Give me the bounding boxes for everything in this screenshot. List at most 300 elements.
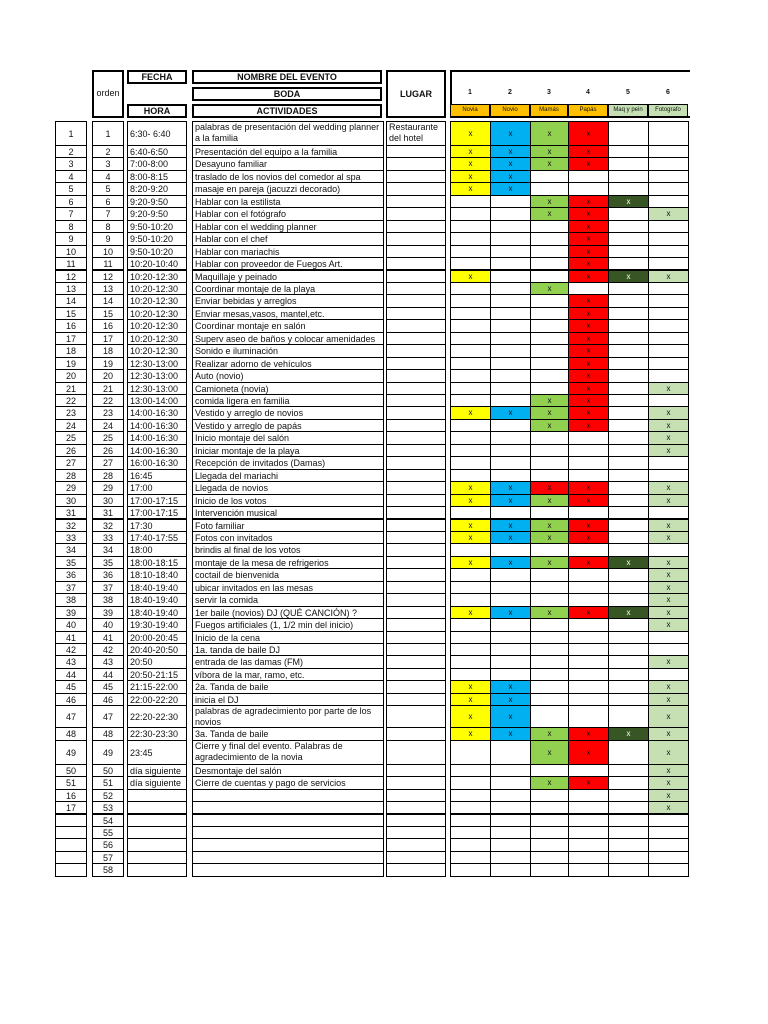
participant-mark-3 — [530, 332, 569, 345]
participant-mark-2 — [490, 319, 531, 332]
row-place — [386, 394, 446, 407]
participant-mark-6: x — [648, 727, 689, 740]
participant-name-4: Papás — [568, 104, 608, 117]
participant-mark-3 — [530, 693, 569, 706]
row-time: 14:00-16:30 — [127, 444, 187, 457]
row-time — [127, 801, 187, 814]
row-time: 16:00-16:30 — [127, 456, 187, 469]
participant-mark-1 — [450, 789, 491, 802]
participant-mark-2 — [490, 863, 531, 876]
row-activity: montaje de la mesa de refrigerios — [192, 556, 384, 569]
participant-mark-6 — [648, 170, 689, 183]
row-place — [386, 618, 446, 631]
row-place — [386, 727, 446, 740]
participant-mark-5: x — [608, 556, 649, 569]
row-index-left: 13 — [55, 282, 87, 295]
row-order: 3 — [92, 157, 124, 170]
participant-mark-5 — [608, 332, 649, 345]
participant-mark-3 — [530, 764, 569, 777]
participant-mark-1: x — [450, 705, 491, 728]
row-activity: 2a. Tanda de baile — [192, 680, 384, 693]
row-place — [386, 494, 446, 507]
row-activity: Vestido y arreglo de papás — [192, 419, 384, 432]
row-time: 17:00-17:15 — [127, 506, 187, 519]
row-index-left: 16 — [55, 319, 87, 332]
row-index-left — [55, 838, 87, 851]
participant-mark-5 — [608, 481, 649, 494]
participant-mark-1 — [450, 282, 491, 295]
participant-mark-4: x — [568, 556, 609, 569]
participant-name-2: Novio — [490, 104, 530, 117]
participant-mark-2 — [490, 764, 531, 777]
row-index-left: 20 — [55, 369, 87, 382]
row-time: 23:45 — [127, 740, 187, 765]
row-order: 10 — [92, 245, 124, 258]
participant-mark-6 — [648, 469, 689, 482]
row-activity: Hablar con el wedding planner — [192, 220, 384, 233]
row-order: 11 — [92, 257, 124, 270]
participant-mark-2 — [490, 655, 531, 668]
participant-mark-3: x — [530, 282, 569, 295]
participant-mark-3 — [530, 814, 569, 827]
participant-mark-6 — [648, 232, 689, 245]
row-activity: traslado de los novios del comedor al spa — [192, 170, 384, 183]
participant-mark-3 — [530, 319, 569, 332]
row-activity: Hablar con el chef — [192, 232, 384, 245]
participant-mark-4 — [568, 680, 609, 693]
participant-mark-2 — [490, 469, 531, 482]
row-place — [386, 182, 446, 195]
row-index-left: 6 — [55, 195, 87, 208]
participant-mark-4: x — [568, 332, 609, 345]
row-place — [386, 332, 446, 345]
participant-mark-6 — [648, 838, 689, 851]
participant-mark-3 — [530, 593, 569, 606]
participant-mark-1: x — [450, 606, 491, 619]
row-place — [386, 207, 446, 220]
participant-mark-2 — [490, 245, 531, 258]
participant-mark-1 — [450, 245, 491, 258]
participant-mark-6 — [648, 668, 689, 681]
row-index-left: 38 — [55, 593, 87, 606]
row-order: 58 — [92, 863, 124, 876]
row-place — [386, 789, 446, 802]
participant-mark-6 — [648, 357, 689, 370]
participant-mark-5 — [608, 693, 649, 706]
participant-mark-2 — [490, 618, 531, 631]
participant-mark-4: x — [568, 245, 609, 258]
row-activity: ubicar invitados en las mesas — [192, 581, 384, 594]
participant-mark-6: x — [648, 789, 689, 802]
participant-mark-4 — [568, 851, 609, 864]
row-order: 20 — [92, 369, 124, 382]
row-activity: Vestido y arreglo de novios — [192, 406, 384, 419]
row-index-left: 9 — [55, 232, 87, 245]
participant-mark-4: x — [568, 157, 609, 170]
participant-mark-5 — [608, 776, 649, 789]
row-place — [386, 469, 446, 482]
row-time: 21:15-22:00 — [127, 680, 187, 693]
participant-mark-5 — [608, 851, 649, 864]
participant-mark-5 — [608, 519, 649, 532]
row-time: 9:50-10:20 — [127, 220, 187, 233]
participant-mark-6: x — [648, 581, 689, 594]
row-activity: inicia el DJ — [192, 693, 384, 706]
participant-mark-4 — [568, 543, 609, 556]
participant-mark-4: x — [568, 220, 609, 233]
row-activity: Enviar mesas,vasos, mantel,etc. — [192, 307, 384, 320]
row-place — [386, 406, 446, 419]
participant-mark-4 — [568, 568, 609, 581]
participant-mark-4 — [568, 170, 609, 183]
row-activity: masaje en pareja (jacuzzi decorado) — [192, 182, 384, 195]
participant-mark-6: x — [648, 494, 689, 507]
participant-mark-5 — [608, 207, 649, 220]
row-index-left: 46 — [55, 693, 87, 706]
participant-mark-6 — [648, 145, 689, 158]
participant-mark-3 — [530, 369, 569, 382]
participant-mark-6: x — [648, 801, 689, 814]
participant-mark-4 — [568, 182, 609, 195]
participant-mark-2 — [490, 220, 531, 233]
participant-mark-3 — [530, 838, 569, 851]
participant-mark-2: x — [490, 170, 531, 183]
participant-mark-4: x — [568, 369, 609, 382]
participant-mark-3 — [530, 506, 569, 519]
participant-mark-5 — [608, 121, 649, 146]
participant-mark-1 — [450, 394, 491, 407]
participant-mark-2: x — [490, 145, 531, 158]
row-place — [386, 543, 446, 556]
row-time: 20:00-20:45 — [127, 631, 187, 644]
participant-mark-4: x — [568, 270, 609, 283]
row-index-left: 44 — [55, 668, 87, 681]
participant-mark-6 — [648, 294, 689, 307]
row-order: 56 — [92, 838, 124, 851]
participant-mark-4: x — [568, 319, 609, 332]
row-place — [386, 581, 446, 594]
row-time: 8:20-9:20 — [127, 182, 187, 195]
participant-mark-5 — [608, 655, 649, 668]
participant-mark-4 — [568, 705, 609, 728]
row-activity: entrada de las damas (FM) — [192, 655, 384, 668]
participant-name-1: Novia — [450, 104, 490, 117]
participant-mark-6 — [648, 332, 689, 345]
participant-mark-3 — [530, 568, 569, 581]
participant-mark-2: x — [490, 481, 531, 494]
participant-mark-4: x — [568, 257, 609, 270]
participant-mark-4 — [568, 826, 609, 839]
participant-mark-1 — [450, 294, 491, 307]
participant-mark-6 — [648, 814, 689, 827]
row-place — [386, 294, 446, 307]
row-index-left — [55, 814, 87, 827]
row-order: 30 — [92, 494, 124, 507]
participant-mark-3: x — [530, 394, 569, 407]
participant-number-5: 5 — [626, 89, 630, 96]
participant-mark-6: x — [648, 207, 689, 220]
participant-mark-6: x — [648, 568, 689, 581]
participant-mark-6 — [648, 282, 689, 295]
participant-mark-5 — [608, 444, 649, 457]
participant-mark-2 — [490, 543, 531, 556]
row-index-left: 14 — [55, 294, 87, 307]
participant-mark-1 — [450, 581, 491, 594]
participant-mark-3 — [530, 232, 569, 245]
participant-mark-2 — [490, 789, 531, 802]
participant-number-1: 1 — [468, 89, 472, 96]
row-index-left: 10 — [55, 245, 87, 258]
row-index-left: 51 — [55, 776, 87, 789]
participant-mark-1 — [450, 444, 491, 457]
participant-mark-4 — [568, 655, 609, 668]
participant-mark-6 — [648, 257, 689, 270]
participant-mark-3 — [530, 170, 569, 183]
row-place — [386, 257, 446, 270]
row-activity: 1a. tanda de baile DJ — [192, 643, 384, 656]
row-time: 18:40-19:40 — [127, 581, 187, 594]
row-index-left: 8 — [55, 220, 87, 233]
row-time: día siguiente — [127, 764, 187, 777]
participant-mark-1 — [450, 814, 491, 827]
participant-mark-5 — [608, 801, 649, 814]
participant-mark-1 — [450, 195, 491, 208]
row-time — [127, 851, 187, 864]
participant-mark-3 — [530, 182, 569, 195]
row-index-left: 21 — [55, 382, 87, 395]
row-order: 44 — [92, 668, 124, 681]
row-time: 19:30-19:40 — [127, 618, 187, 631]
participant-mark-3: x — [530, 556, 569, 569]
participant-mark-4: x — [568, 382, 609, 395]
row-place — [386, 643, 446, 656]
row-activity: Hablar con el fotógrafo — [192, 207, 384, 220]
row-order: 21 — [92, 382, 124, 395]
row-time: 13:00-14:00 — [127, 394, 187, 407]
row-place — [386, 232, 446, 245]
row-order: 8 — [92, 220, 124, 233]
participant-mark-6: x — [648, 419, 689, 432]
participant-mark-2 — [490, 801, 531, 814]
participant-mark-1 — [450, 668, 491, 681]
participant-mark-2 — [490, 332, 531, 345]
participant-mark-6: x — [648, 693, 689, 706]
row-place — [386, 740, 446, 765]
row-index-left: 12 — [55, 270, 87, 283]
participant-mark-6 — [648, 220, 689, 233]
participant-mark-1 — [450, 618, 491, 631]
participant-mark-2 — [490, 195, 531, 208]
participant-mark-1: x — [450, 145, 491, 158]
participant-mark-4 — [568, 444, 609, 457]
row-index-left: 32 — [55, 519, 87, 532]
participant-mark-2: x — [490, 727, 531, 740]
participant-mark-3: x — [530, 776, 569, 789]
row-activity: víbora de la mar, ramo, etc. — [192, 668, 384, 681]
participant-mark-2 — [490, 643, 531, 656]
row-index-left: 28 — [55, 469, 87, 482]
row-activity: Cierre y final del evento. Palabras de agradecimiento de la novia — [192, 740, 384, 765]
participant-mark-2 — [490, 740, 531, 765]
participant-mark-5 — [608, 618, 649, 631]
row-order: 54 — [92, 814, 124, 827]
row-time — [127, 814, 187, 827]
row-time: 14:00-16:30 — [127, 419, 187, 432]
participant-mark-3: x — [530, 531, 569, 544]
participant-mark-4: x — [568, 740, 609, 765]
participant-mark-4: x — [568, 394, 609, 407]
row-activity: Llegada del mariachi — [192, 469, 384, 482]
participant-mark-1: x — [450, 170, 491, 183]
row-activity: Iniciar montaje de la playa — [192, 444, 384, 457]
row-index-left: 16 — [55, 789, 87, 802]
row-time: 12:30-13:00 — [127, 357, 187, 370]
participant-mark-4 — [568, 506, 609, 519]
row-order: 29 — [92, 481, 124, 494]
row-place — [386, 556, 446, 569]
participant-mark-6: x — [648, 606, 689, 619]
row-index-left — [55, 851, 87, 864]
row-index-left: 1 — [55, 121, 87, 146]
row-place — [386, 270, 446, 283]
participant-mark-6: x — [648, 593, 689, 606]
participant-mark-2: x — [490, 406, 531, 419]
row-activity: Intervención musical — [192, 506, 384, 519]
row-activity: Fotos con invitados — [192, 531, 384, 544]
row-order: 45 — [92, 680, 124, 693]
row-activity: Hablar con mariachis — [192, 245, 384, 258]
participant-mark-4: x — [568, 776, 609, 789]
participant-mark-1 — [450, 357, 491, 370]
participant-mark-1 — [450, 469, 491, 482]
participant-mark-5 — [608, 494, 649, 507]
participant-mark-4 — [568, 764, 609, 777]
participant-mark-5: x — [608, 606, 649, 619]
row-index-left — [55, 863, 87, 876]
row-activity: brindis al final de los votos — [192, 543, 384, 556]
row-index-left: 22 — [55, 394, 87, 407]
participant-mark-2: x — [490, 531, 531, 544]
participant-mark-2 — [490, 668, 531, 681]
row-time: 22:30-23:30 — [127, 727, 187, 740]
participant-mark-4 — [568, 643, 609, 656]
row-time: 17:40-17:55 — [127, 531, 187, 544]
participant-mark-1 — [450, 344, 491, 357]
row-order: 18 — [92, 344, 124, 357]
row-place — [386, 655, 446, 668]
participant-mark-1 — [450, 655, 491, 668]
row-activity: Realizar adorno de vehículos — [192, 357, 384, 370]
row-activity: Hablar con proveedor de Fuegos Art. — [192, 257, 384, 270]
row-order: 34 — [92, 543, 124, 556]
event-name-header: NOMBRE DEL EVENTO — [192, 70, 382, 84]
participant-mark-4 — [568, 863, 609, 876]
row-index-left: 49 — [55, 740, 87, 765]
participant-mark-5 — [608, 789, 649, 802]
row-order: 24 — [92, 419, 124, 432]
participant-mark-2 — [490, 444, 531, 457]
participant-mark-5 — [608, 863, 649, 876]
row-place — [386, 369, 446, 382]
participant-mark-2 — [490, 456, 531, 469]
row-activity: Llegada de novios — [192, 481, 384, 494]
participant-mark-2 — [490, 593, 531, 606]
row-place — [386, 531, 446, 544]
participant-mark-1 — [450, 863, 491, 876]
row-activity: Inicio de los votos — [192, 494, 384, 507]
row-index-left: 48 — [55, 727, 87, 740]
row-activity — [192, 789, 384, 802]
participant-mark-3 — [530, 543, 569, 556]
row-index-left: 24 — [55, 419, 87, 432]
row-order: 26 — [92, 444, 124, 457]
participant-mark-4 — [568, 668, 609, 681]
participant-mark-4: x — [568, 145, 609, 158]
row-index-left: 33 — [55, 531, 87, 544]
participant-mark-1 — [450, 431, 491, 444]
row-time — [127, 863, 187, 876]
row-place — [386, 863, 446, 876]
participant-name-5: Maq y pein — [608, 104, 648, 117]
participant-mark-2 — [490, 506, 531, 519]
fecha-header: FECHA — [127, 70, 187, 84]
row-place — [386, 456, 446, 469]
participant-mark-1 — [450, 826, 491, 839]
participant-mark-2 — [490, 307, 531, 320]
row-place — [386, 481, 446, 494]
row-index-left: 26 — [55, 444, 87, 457]
participant-mark-2 — [490, 257, 531, 270]
row-activity: Desayuno familiar — [192, 157, 384, 170]
participant-mark-2 — [490, 294, 531, 307]
participant-mark-1 — [450, 382, 491, 395]
participant-mark-3: x — [530, 157, 569, 170]
participant-mark-4 — [568, 431, 609, 444]
row-place: Restaurante del hotel — [386, 121, 446, 146]
row-time: 10:20-12:30 — [127, 319, 187, 332]
participant-mark-3: x — [530, 727, 569, 740]
row-order: 55 — [92, 826, 124, 839]
participant-mark-3 — [530, 245, 569, 258]
participant-mark-4: x — [568, 195, 609, 208]
participant-mark-2: x — [490, 680, 531, 693]
participant-mark-3 — [530, 344, 569, 357]
participant-mark-2: x — [490, 494, 531, 507]
row-time: 10:20-12:30 — [127, 294, 187, 307]
row-index-left: 17 — [55, 332, 87, 345]
participant-number-6: 6 — [666, 89, 670, 96]
participant-mark-3 — [530, 444, 569, 457]
row-index-left: 39 — [55, 606, 87, 619]
participant-mark-4 — [568, 814, 609, 827]
participant-mark-5 — [608, 319, 649, 332]
participant-mark-4: x — [568, 419, 609, 432]
participant-mark-3 — [530, 220, 569, 233]
row-time: 17:00-17:15 — [127, 494, 187, 507]
participant-mark-6 — [648, 307, 689, 320]
participant-mark-5 — [608, 182, 649, 195]
participant-mark-1 — [450, 643, 491, 656]
participant-mark-6 — [648, 543, 689, 556]
row-activity: Inicio montaje del salón — [192, 431, 384, 444]
participant-mark-4 — [568, 282, 609, 295]
participant-mark-5 — [608, 680, 649, 693]
participant-mark-3: x — [530, 519, 569, 532]
participant-mark-6 — [648, 157, 689, 170]
participant-mark-1: x — [450, 121, 491, 146]
participant-mark-5 — [608, 456, 649, 469]
row-time: 20:50-21:15 — [127, 668, 187, 681]
